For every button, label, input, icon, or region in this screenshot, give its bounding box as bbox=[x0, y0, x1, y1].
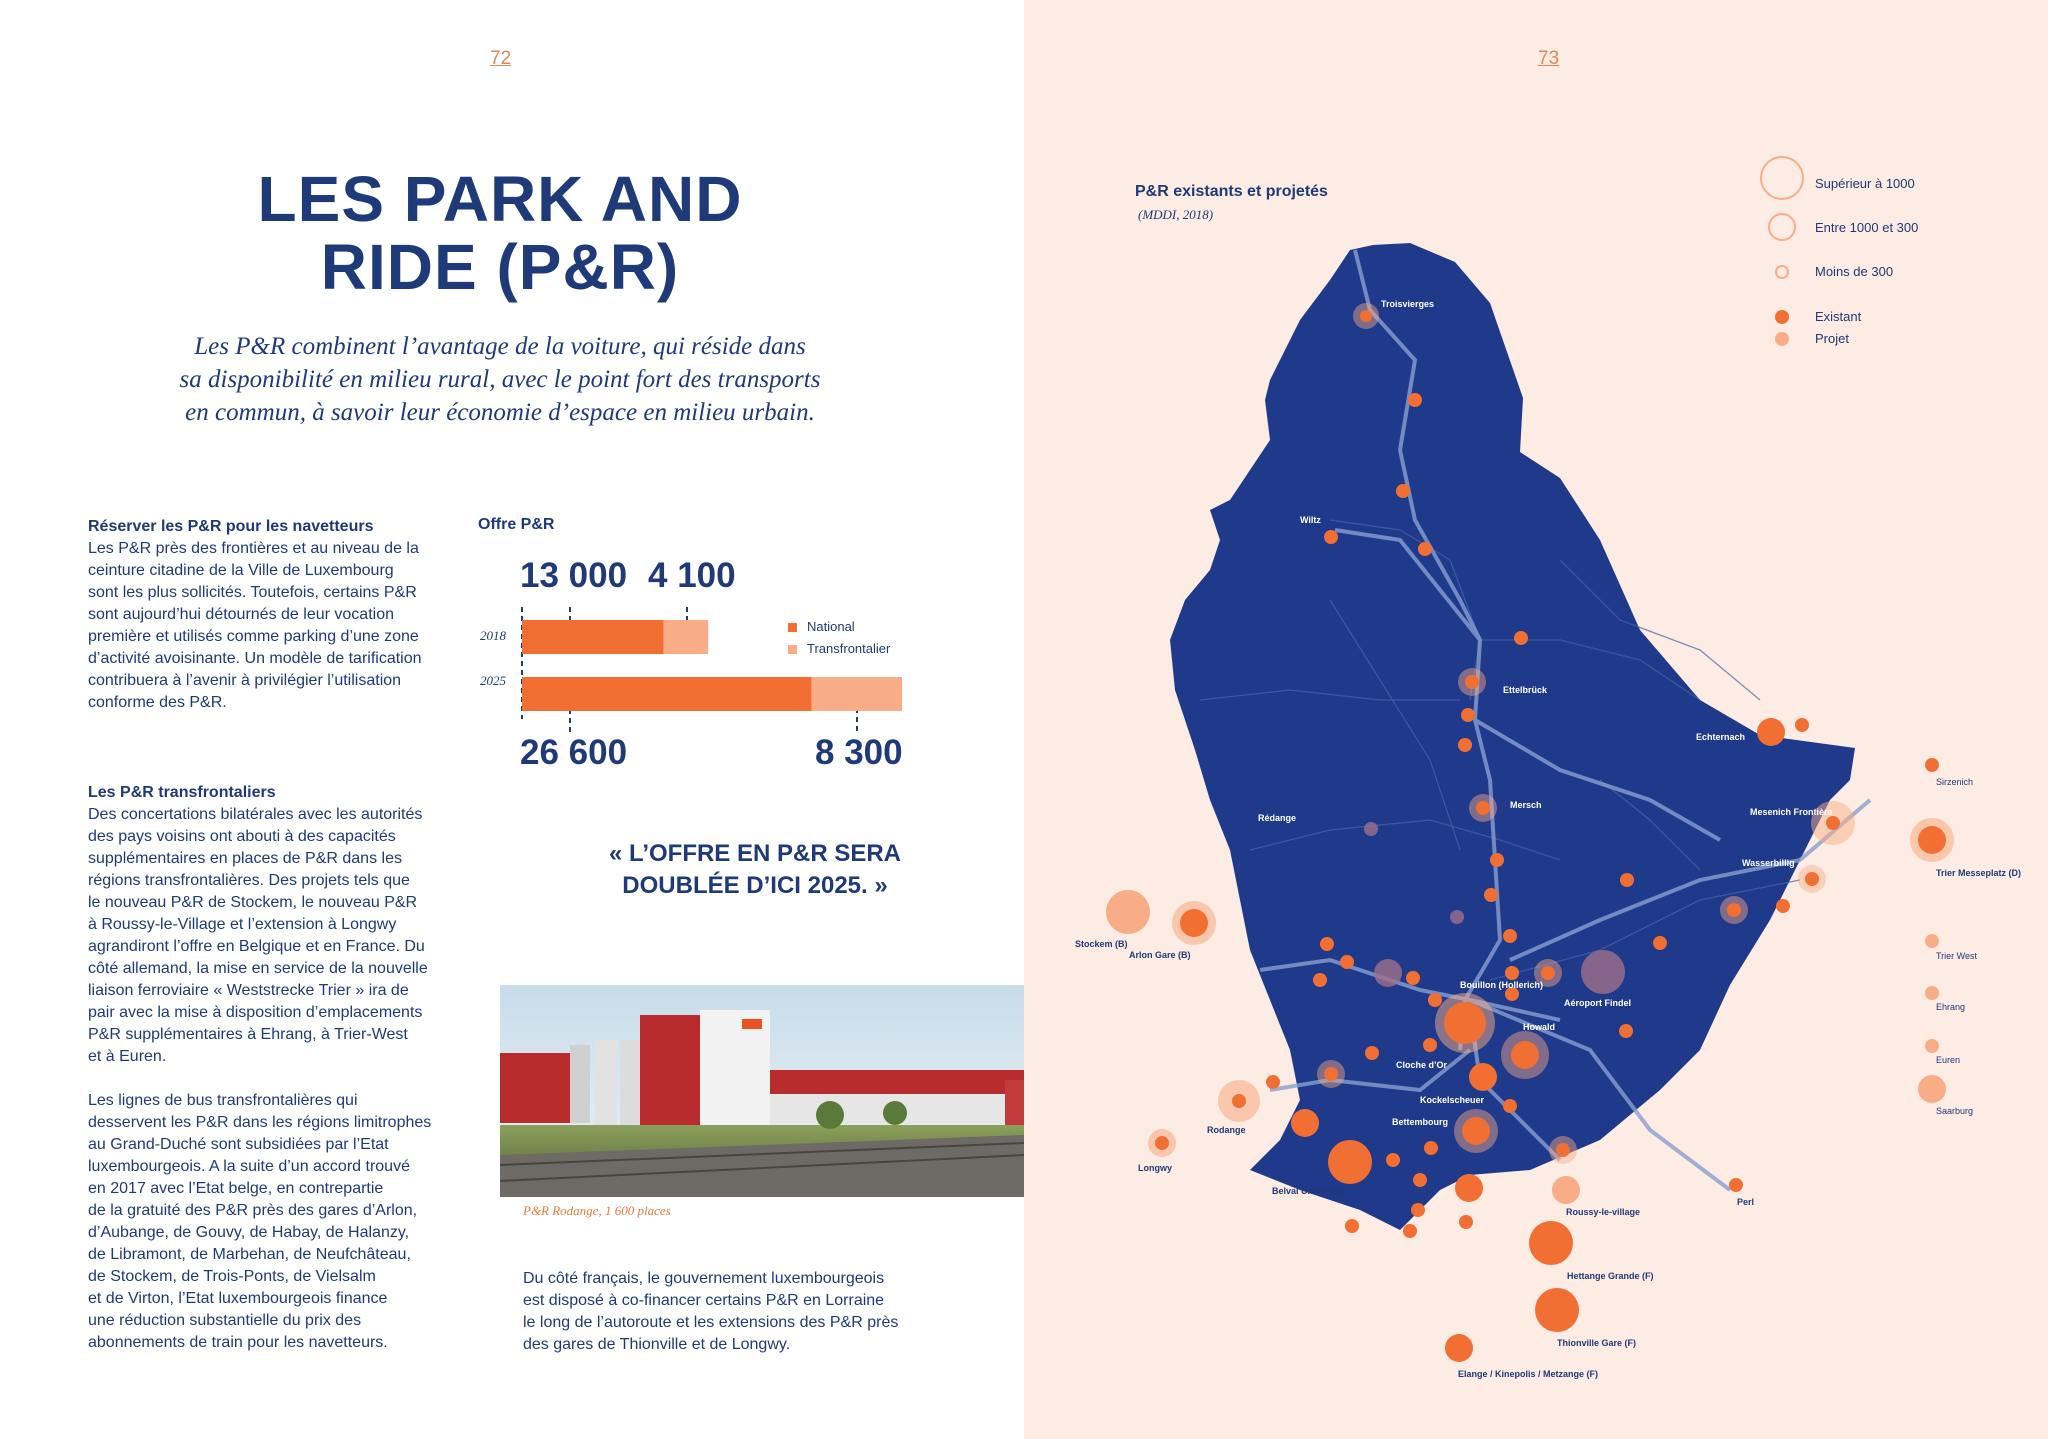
section-line: supplémentaires en places de P&R dans les bbox=[88, 850, 402, 867]
pr-marker bbox=[1406, 971, 1420, 985]
pr-marker bbox=[1620, 873, 1634, 887]
section-line: pair avec la mise à disposition d’emplacements bbox=[88, 1004, 423, 1021]
pr-marker bbox=[1505, 966, 1519, 980]
bar-national-2025 bbox=[522, 677, 812, 711]
section-line: ceinture citadine de la Ville de Luxembourg bbox=[88, 562, 394, 579]
pr-marker bbox=[1925, 986, 1939, 1000]
section-line: desservent les P&R dans les régions limitrophes bbox=[88, 1114, 432, 1131]
place-label: Cloche d’Or bbox=[1396, 1060, 1448, 1070]
pr-marker bbox=[1459, 1215, 1473, 1229]
intro-line: sa disponibilité en milieu rural, avec le point fort des transports bbox=[179, 366, 821, 393]
legend-size-medium: Entre 1000 et 300 bbox=[1815, 220, 1919, 235]
section-line: Les P&R près des frontières et au niveau de la bbox=[88, 540, 419, 557]
pr-marker bbox=[1374, 959, 1402, 987]
pr-marker bbox=[1386, 1153, 1400, 1167]
pr-marker bbox=[1364, 822, 1378, 836]
section-line: contribuera à l’avenir à privilégier l’utilisation bbox=[88, 672, 402, 689]
section-line: luxembourgeois. A la suite d’un accord trouvé bbox=[88, 1158, 410, 1175]
place-label: Roussy-le-village bbox=[1566, 1207, 1641, 1217]
category-label-2025: 2025 bbox=[480, 673, 506, 688]
section-reserver bbox=[88, 516, 438, 714]
paragraph-line: est disposé à co-financer certains P&R en Lorraine bbox=[523, 1292, 885, 1309]
place-label: Saarburg bbox=[1936, 1106, 1974, 1116]
place-label: Longwy bbox=[1138, 1163, 1172, 1173]
section-line: d’Aubange, de Gouvy, de Habay, de Halanzy, bbox=[88, 1224, 410, 1241]
section-heading: Réserver les P&R pour les navetteurs bbox=[88, 518, 374, 535]
place-label: Ettelbrück bbox=[1503, 685, 1548, 695]
section-line: côté allemand, la mise en service de la nouvelle bbox=[88, 960, 428, 977]
pr-marker bbox=[1535, 1288, 1579, 1332]
pr-marker bbox=[1918, 1075, 1946, 1103]
map-source: (MDDI, 2018) bbox=[1138, 207, 1214, 222]
pr-marker bbox=[1757, 718, 1785, 746]
section-line: sont aujourd’hui détournés de leur vocation bbox=[88, 606, 394, 623]
intro-text bbox=[130, 330, 870, 429]
section-line: sont les plus sollicités. Toutefois, certains P&R bbox=[88, 584, 417, 601]
pr-marker bbox=[1106, 890, 1150, 934]
pr-marker bbox=[1424, 1141, 1438, 1155]
paragraph-line: le long de l’autoroute et les extensions des P&R près bbox=[523, 1314, 899, 1331]
pr-marker bbox=[1552, 1176, 1580, 1204]
place-label: Wiltz bbox=[1300, 515, 1321, 525]
section-line: Des concertations bilatérales avec les autorités bbox=[88, 806, 423, 823]
pull-quote bbox=[520, 838, 990, 902]
pr-marker bbox=[1403, 1224, 1417, 1238]
section-line: de la gratuité des P&R près des gares d’Arlon, bbox=[88, 1202, 418, 1219]
section-line: et de Virton, l’Etat luxembourgeois finance bbox=[88, 1290, 388, 1307]
pr-marker bbox=[1458, 738, 1472, 752]
value-label-transfrontalier-2018: 4 100 bbox=[648, 556, 736, 595]
pr-marker bbox=[1340, 955, 1354, 969]
pr-marker bbox=[1360, 310, 1372, 322]
pr-marker bbox=[1266, 1075, 1280, 1089]
pr-marker bbox=[1465, 675, 1479, 689]
place-label: Arlon Gare (B) bbox=[1129, 950, 1191, 960]
photo-caption: P&R Rodange, 1 600 places bbox=[523, 1203, 671, 1218]
pr-marker bbox=[1418, 542, 1432, 556]
pr-marker bbox=[1795, 718, 1809, 732]
place-label: Mesenich Frontière bbox=[1750, 807, 1833, 817]
pr-marker bbox=[1455, 1174, 1483, 1202]
pr-marker bbox=[1729, 1178, 1743, 1192]
place-label: Trier Messeplatz (D) bbox=[1936, 868, 2022, 878]
legend-national bbox=[788, 619, 855, 634]
place-label: Aéroport Findel bbox=[1564, 998, 1631, 1008]
page-number-right: 73 bbox=[1538, 48, 1560, 69]
value-label-national-2018: 13 000 bbox=[520, 556, 628, 595]
section-line: d’activité avoisinante. Un modèle de tarification bbox=[88, 650, 422, 667]
bar-chart bbox=[500, 595, 920, 745]
place-label: Bettembourg bbox=[1392, 1117, 1448, 1127]
pr-marker bbox=[1313, 973, 1327, 987]
pr-marker bbox=[1727, 903, 1741, 917]
section-line: régions transfrontalières. Des projets tels que bbox=[88, 872, 410, 889]
page-number-left: 72 bbox=[490, 48, 512, 69]
pr-marker bbox=[1345, 1219, 1359, 1233]
section-line: en 2017 avec l’Etat belge, en contrepartie bbox=[88, 1180, 384, 1197]
pr-marker bbox=[1490, 853, 1504, 867]
pr-marker bbox=[1925, 934, 1939, 948]
pr-marker bbox=[1653, 936, 1667, 950]
section-line: de Stockem, de Trois-Ponts, de Vielsalm bbox=[88, 1268, 376, 1285]
place-label: Sirzenich bbox=[1936, 777, 1974, 787]
category-label-2018: 2018 bbox=[480, 628, 506, 643]
place-label: Kockelscheuer bbox=[1420, 1095, 1485, 1105]
legend-label-transfrontalier: Transfrontalier bbox=[807, 641, 891, 656]
place-label: Rodange bbox=[1207, 1125, 1246, 1135]
section-line: au Grand-Duché sont subsidiées par l’Etat bbox=[88, 1136, 389, 1153]
section-line: P&R supplémentaires à Ehrang, à Trier-West bbox=[88, 1026, 408, 1043]
section-line: de Libramont, de Marbehan, de Neufchâteau, bbox=[88, 1246, 411, 1263]
chart-title: Offre P&R bbox=[478, 516, 555, 533]
section-line: des pays voisins ont abouti à des capacités bbox=[88, 828, 396, 845]
intro-line: en commun, à savoir leur économie d’espace en milieu urbain. bbox=[185, 399, 815, 426]
pr-marker bbox=[1396, 484, 1410, 498]
bottom-paragraph bbox=[523, 1268, 923, 1356]
pr-marker bbox=[1925, 1039, 1939, 1053]
pr-marker bbox=[1324, 1067, 1338, 1081]
place-label: Thionville Gare (F) bbox=[1557, 1338, 1637, 1348]
paragraph-line: des gares de Thionville et de Longwy. bbox=[523, 1336, 791, 1353]
place-label: Bouillon (Hollerich) bbox=[1460, 980, 1543, 990]
place-label: Echternach bbox=[1696, 732, 1746, 742]
section-line: abonnements de train pour les navetteurs. bbox=[88, 1334, 388, 1351]
place-label: Belval Université bbox=[1272, 1186, 1345, 1196]
pr-marker bbox=[1232, 1094, 1246, 1108]
section-line: le nouveau P&R de Stockem, le nouveau P&R bbox=[88, 894, 418, 911]
pr-marker bbox=[1476, 801, 1490, 815]
pr-marker bbox=[1805, 872, 1819, 886]
quote-line: « L’OFFRE EN P&R SERA bbox=[608, 840, 902, 867]
pr-marker bbox=[1541, 966, 1555, 980]
pr-marker bbox=[1529, 1221, 1573, 1265]
legend-project: Projet bbox=[1815, 331, 1849, 346]
pr-marker bbox=[1511, 1041, 1539, 1069]
place-label: Wasserbillig bbox=[1742, 858, 1795, 868]
title-line-1: LES PARK AND bbox=[257, 163, 743, 235]
place-label: Ehrang bbox=[1936, 1002, 1966, 1012]
pr-marker bbox=[1503, 1099, 1517, 1113]
value-label-transfrontalier-2025: 8 300 bbox=[815, 733, 903, 772]
pr-marker bbox=[1556, 1143, 1570, 1157]
pr-marker bbox=[1619, 1024, 1633, 1038]
legend-label-national: National bbox=[807, 619, 855, 634]
pr-marker bbox=[1776, 899, 1790, 913]
bar-transfrontalier-2018 bbox=[664, 620, 709, 654]
pr-marker bbox=[1918, 826, 1946, 854]
legend-swatch-national bbox=[788, 623, 797, 632]
section-line: agrandiront l’offre en Belgique et en France. Du bbox=[88, 938, 425, 955]
pr-marker bbox=[1514, 631, 1528, 645]
pr-marker bbox=[1155, 1136, 1169, 1150]
pr-marker bbox=[1411, 1203, 1425, 1217]
pr-marker bbox=[1444, 1002, 1486, 1044]
place-label: Troisvierges bbox=[1381, 299, 1435, 309]
photo-pr-rodange bbox=[500, 985, 1024, 1197]
pr-marker bbox=[1450, 910, 1464, 924]
intro-line: Les P&R combinent l’avantage de la voiture, qui réside dans bbox=[194, 333, 806, 360]
pr-marker bbox=[1291, 1109, 1319, 1137]
section-heading: Les P&R transfrontaliers bbox=[88, 784, 276, 801]
place-label: Rédange bbox=[1258, 813, 1297, 823]
place-label: Hettange Grande (F) bbox=[1567, 1271, 1654, 1281]
pr-marker bbox=[1503, 929, 1517, 943]
page-title bbox=[120, 165, 880, 301]
pr-marker bbox=[1328, 1140, 1372, 1184]
place-label: Howald bbox=[1523, 1022, 1556, 1032]
section-line: Les lignes de bus transfrontalières qui bbox=[88, 1092, 358, 1109]
pr-marker bbox=[1180, 909, 1208, 937]
pr-marker bbox=[1320, 937, 1334, 951]
legend-existing: Existant bbox=[1815, 309, 1862, 324]
pr-marker bbox=[1484, 888, 1498, 902]
section-line: à Roussy-le-Village et l’extension à Longwy bbox=[88, 916, 397, 933]
map-luxembourg bbox=[1024, 0, 2048, 1439]
place-label: Elange / Kinepolis / Metzange (F) bbox=[1458, 1369, 1599, 1379]
pr-marker bbox=[1413, 1173, 1427, 1187]
pr-marker bbox=[1469, 1063, 1497, 1091]
pr-marker bbox=[1445, 1334, 1473, 1362]
section-line: liaison ferroviaire « Weststrecke Trier » ira de bbox=[88, 982, 409, 999]
pr-marker bbox=[1462, 1117, 1490, 1145]
map-title: P&R existants et projetés bbox=[1135, 183, 1328, 200]
quote-line: DOUBLÉE D’ICI 2025. » bbox=[622, 872, 888, 899]
spacer bbox=[88, 1068, 438, 1090]
bar-national-2018 bbox=[522, 620, 664, 654]
pr-marker bbox=[1423, 1038, 1437, 1052]
pr-marker bbox=[1826, 816, 1840, 830]
pr-marker bbox=[1461, 708, 1475, 722]
section-line: une réduction substantielle du prix des bbox=[88, 1312, 362, 1329]
value-label-national-2025: 26 600 bbox=[520, 733, 628, 772]
bar-transfrontalier-2025 bbox=[812, 677, 902, 711]
legend-transfrontalier bbox=[788, 641, 890, 656]
paragraph-line: Du côté français, le gouvernement luxembourgeois bbox=[523, 1270, 885, 1287]
section-line: conforme des P&R. bbox=[88, 694, 227, 711]
place-label: Trier West bbox=[1936, 951, 1978, 961]
place-label: Perl bbox=[1737, 1197, 1755, 1207]
pr-marker bbox=[1581, 950, 1625, 994]
place-label: Stockem (B) bbox=[1075, 939, 1128, 949]
legend-size-large: Supérieur à 1000 bbox=[1815, 176, 1915, 191]
pr-marker bbox=[1925, 758, 1939, 772]
place-label: Euren bbox=[1936, 1055, 1961, 1065]
section-line: et à Euren. bbox=[88, 1048, 167, 1065]
legend-size-small: Moins de 300 bbox=[1815, 264, 1894, 279]
section-line: première et utilisés comme parking d’une zone bbox=[88, 628, 419, 645]
pr-marker bbox=[1324, 530, 1338, 544]
place-label: Mersch bbox=[1510, 800, 1542, 810]
title-line-2: RIDE (P&R) bbox=[320, 231, 680, 303]
legend-swatch-transfrontalier bbox=[788, 645, 797, 654]
section-transfrontaliers bbox=[88, 782, 438, 1354]
pr-marker bbox=[1408, 393, 1422, 407]
pr-marker bbox=[1365, 1046, 1379, 1060]
pr-marker bbox=[1428, 993, 1442, 1007]
